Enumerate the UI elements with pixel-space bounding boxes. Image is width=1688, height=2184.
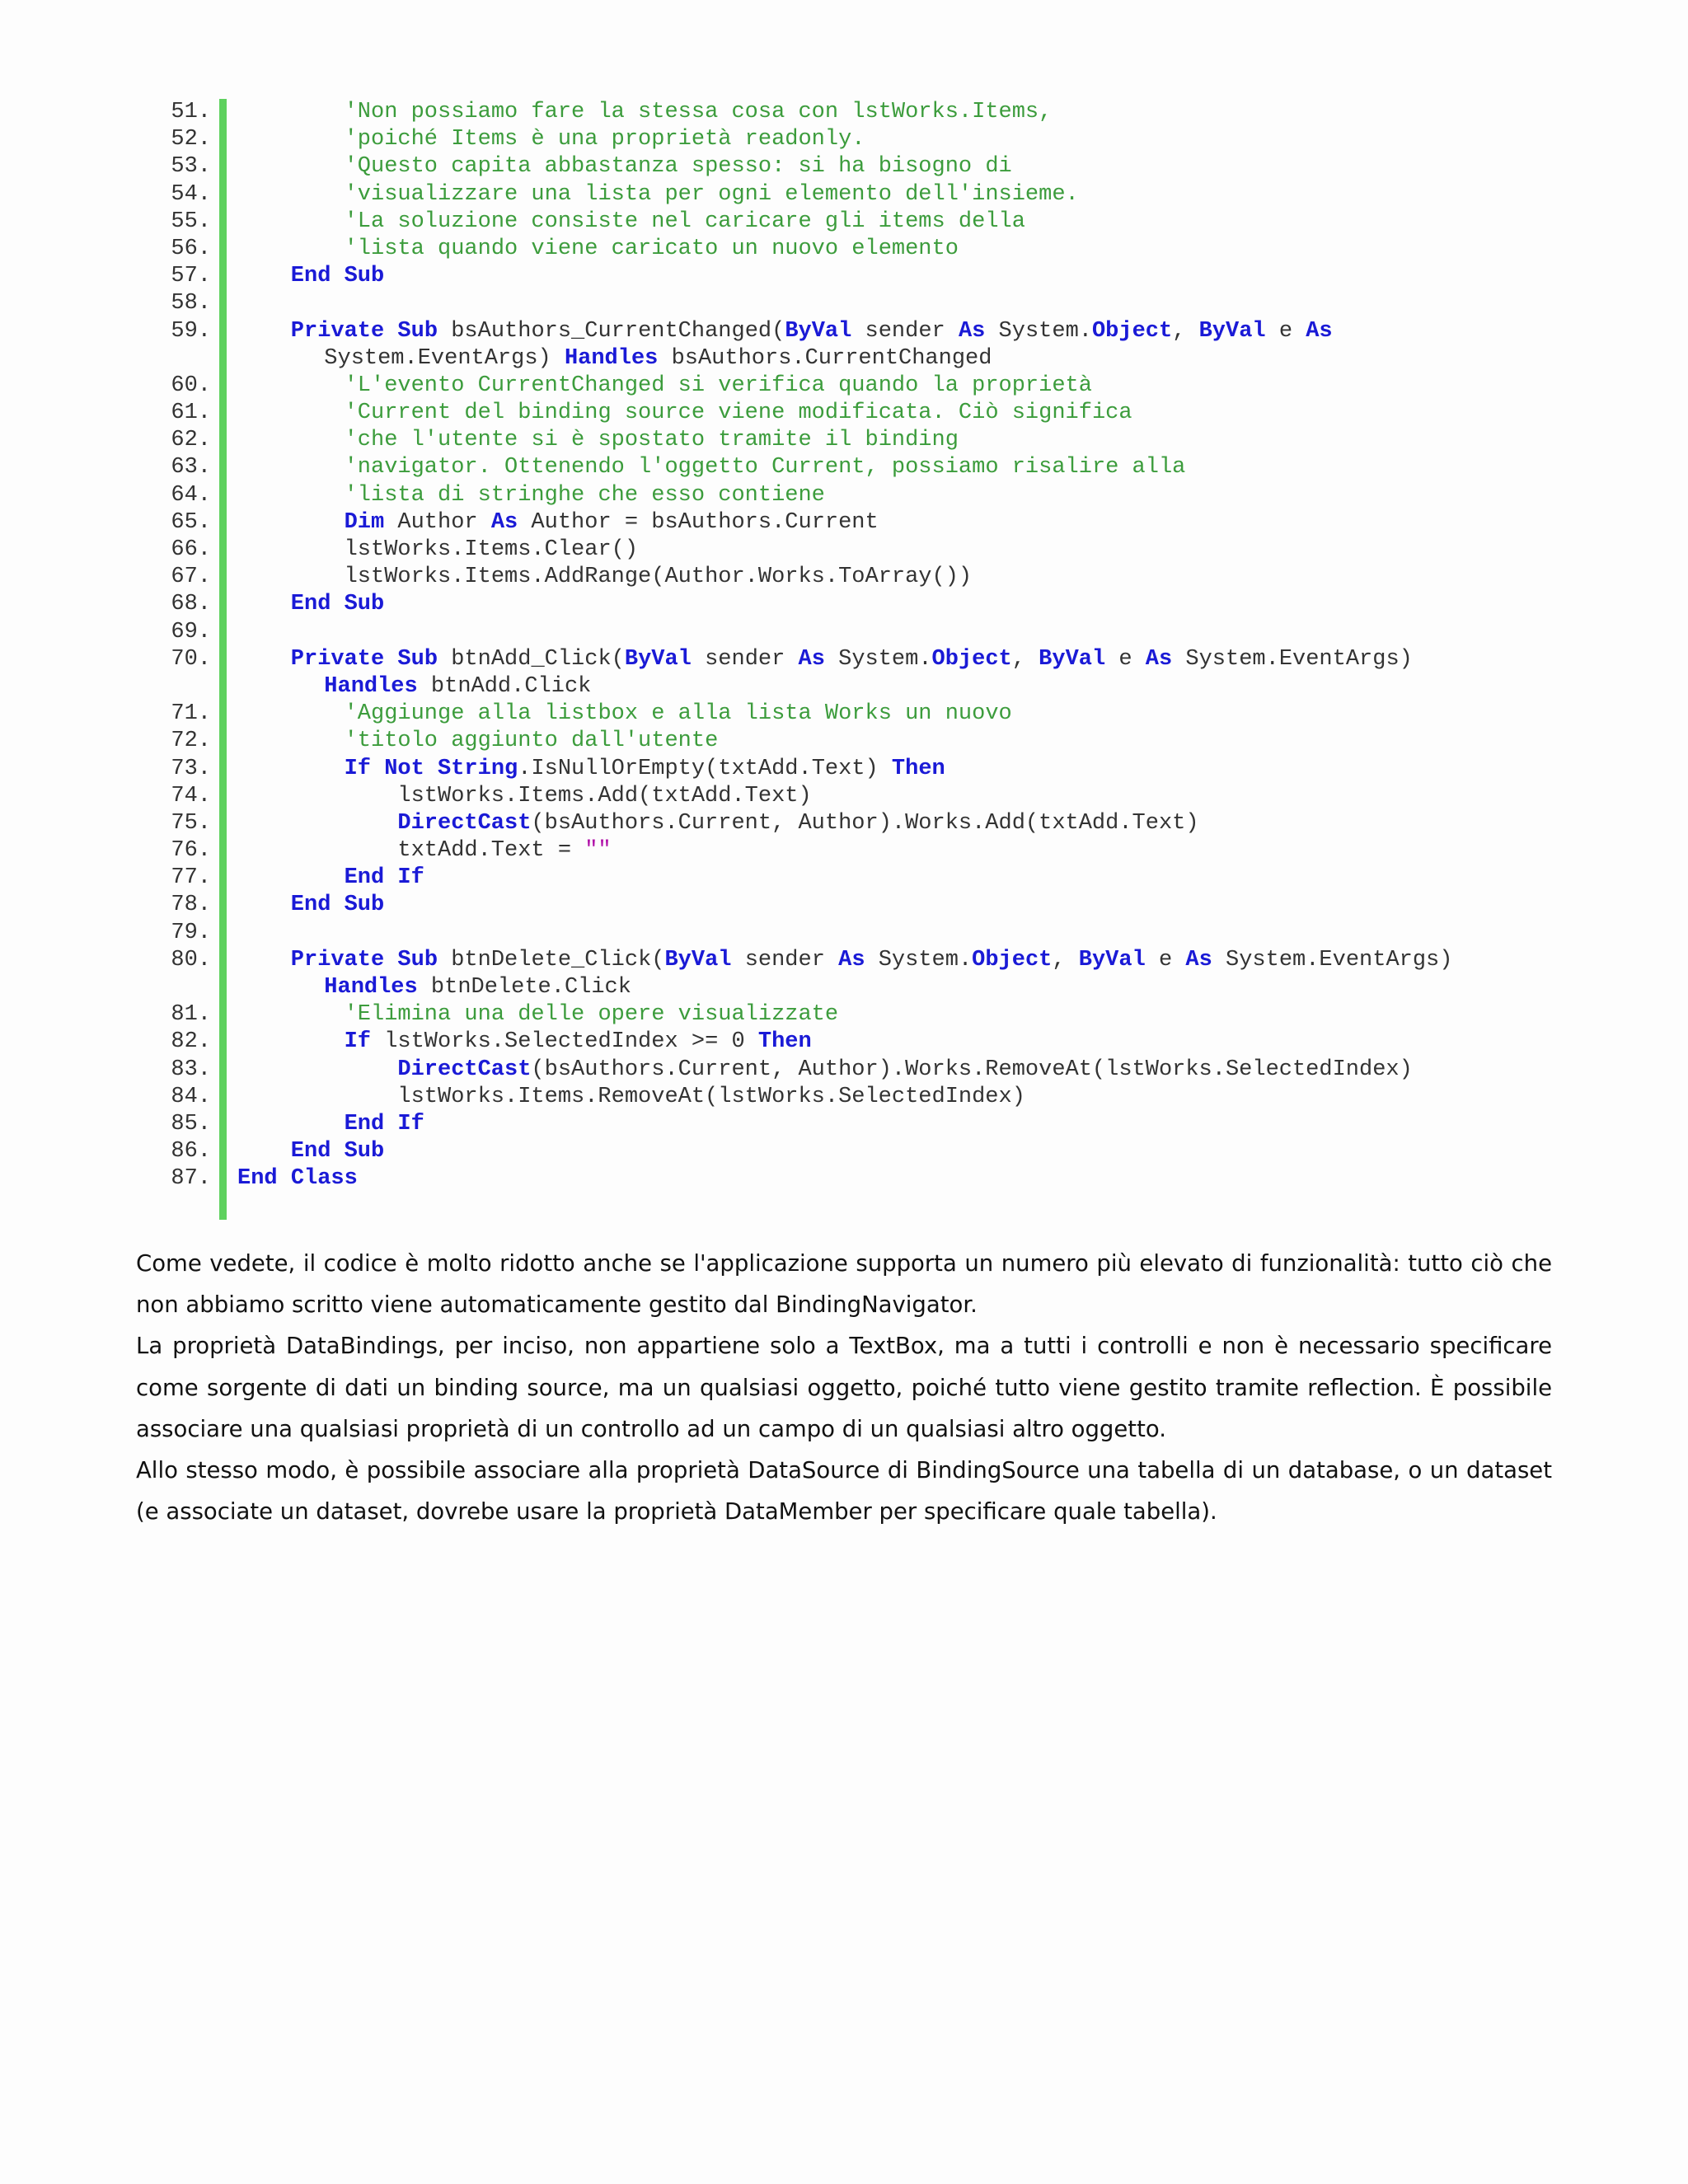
code-text: sender — [731, 947, 839, 972]
code-line — [124, 837, 1574, 865]
line-code — [345, 482, 825, 509]
code-text: Author = bsAuthors.Current — [518, 509, 879, 535]
code-text: txtAdd.Text = — [397, 838, 585, 864]
code-keyword: End — [290, 264, 331, 289]
code-keyword: If — [397, 865, 424, 891]
code-text: bsAuthors_CurrentChanged( — [438, 318, 785, 344]
line-number: 87. — [171, 1166, 211, 1192]
line-code — [345, 1111, 424, 1138]
code-text: , — [1052, 947, 1079, 972]
line-code — [345, 153, 1012, 180]
code-comment: 'navigator. Ottenendo l'oggetto Current, possiamo risalire alla — [344, 455, 1186, 480]
line-number: 82. — [171, 1029, 211, 1055]
code-keyword: ByVal — [1039, 646, 1106, 672]
code-keyword: Object — [1091, 318, 1173, 344]
code-keyword: End — [344, 865, 385, 891]
code-keyword: If — [344, 1029, 371, 1055]
line-number: 52. — [171, 127, 211, 152]
code-text: lstWorks.SelectedIndex >= 0 — [371, 1029, 758, 1055]
line-code — [345, 1001, 839, 1029]
code-text: e — [1105, 646, 1146, 672]
line-number: 66. — [171, 537, 211, 562]
code-line — [124, 263, 1574, 290]
code-keyword: As — [798, 646, 825, 672]
code-keyword: ByVal — [664, 947, 732, 972]
code-text: , — [1011, 646, 1039, 672]
code-text: e — [1145, 947, 1186, 972]
line-code — [345, 728, 719, 755]
code-keyword: Sub — [344, 1139, 385, 1165]
line-code — [291, 263, 384, 290]
code-comment: 'La soluzione consiste nel caricare gli items della — [344, 209, 1025, 234]
code-line — [124, 482, 1574, 509]
code-comment: 'titolo aggiunto dall'utente — [344, 729, 719, 754]
code-text: System.EventArgs) — [1212, 947, 1453, 972]
code-line — [124, 400, 1574, 427]
code-text: btnDelete.Click — [417, 975, 631, 1000]
code-text: e — [1265, 318, 1306, 344]
code-text: Author — [384, 509, 491, 535]
code-text: (bsAuthors.Current, Author).Works.RemoveAt(lstWorks.SelectedIndex) — [531, 1057, 1413, 1082]
line-number: 76. — [171, 838, 211, 864]
code-keyword: If — [344, 756, 371, 781]
code-keyword: Sub — [397, 646, 438, 672]
line-code — [345, 373, 1092, 400]
code-line — [124, 99, 1574, 126]
line-number: 65. — [171, 509, 211, 535]
code-keyword: Sub — [344, 893, 385, 918]
code-keyword: Handles — [324, 975, 418, 1000]
line-number: 71. — [171, 701, 211, 727]
code-comment: 'lista di stringhe che esso contiene — [344, 482, 825, 508]
code-line — [124, 236, 1574, 263]
code-text: System. — [865, 947, 973, 972]
code-keyword: Sub — [397, 318, 438, 344]
code-line — [124, 619, 1574, 646]
line-code — [345, 400, 1132, 427]
code-text — [384, 865, 397, 890]
line-number: 63. — [171, 455, 211, 480]
code-keyword: If — [397, 1111, 424, 1137]
code-text: (bsAuthors.Current, Author).Works.Add(txtAdd.Text) — [531, 810, 1199, 836]
line-number: 81. — [171, 1002, 211, 1028]
code-comment: 'visualizzare una lista per ogni elemento dell'insieme. — [344, 181, 1079, 207]
line-number: 59. — [171, 318, 211, 344]
code-text: lstWorks.Items.RemoveAt(lstWorks.SelectedIndex) — [397, 1084, 1025, 1109]
code-keyword: ByVal — [1198, 318, 1266, 344]
code-text: System. — [824, 646, 932, 672]
code-line — [124, 673, 1574, 701]
code-keyword: End — [290, 893, 331, 918]
code-text — [278, 1166, 291, 1191]
code-comment: 'Elimina una delle opere visualizzate — [344, 1002, 839, 1028]
code-keyword: Not — [384, 756, 424, 781]
code-line — [124, 865, 1574, 892]
code-text — [331, 592, 344, 616]
code-text — [384, 319, 397, 344]
code-keyword: As — [490, 509, 518, 535]
code-keyword: Handles — [324, 673, 418, 699]
line-number: 83. — [171, 1057, 211, 1082]
line-number: 69. — [171, 619, 211, 644]
line-number: 75. — [171, 810, 211, 836]
code-text — [371, 757, 384, 781]
line-number: 78. — [171, 893, 211, 918]
line-number: 68. — [171, 592, 211, 617]
line-code — [397, 783, 811, 810]
line-code — [397, 1084, 1025, 1111]
code-comment: 'poiché Items è una proprietà readonly. — [344, 127, 865, 152]
paragraph-3: Allo stesso modo, è possibile associare alla proprietà DataSource di BindingSource una tabella di un database, o un dataset (e associate un dataset, dovrebe usare la proprietà DataMember per specificare quale tabella). — [136, 1457, 1552, 1526]
code-text — [331, 893, 344, 917]
line-number: 54. — [171, 181, 211, 207]
line-code — [291, 318, 1333, 345]
line-number: 79. — [171, 920, 211, 945]
code-keyword: Object — [972, 947, 1053, 972]
code-keyword: Then — [757, 1029, 812, 1055]
line-number: 72. — [171, 729, 211, 754]
line-number: 77. — [171, 865, 211, 891]
line-number: 67. — [171, 565, 211, 590]
code-keyword: String — [438, 756, 518, 781]
line-code — [345, 99, 1053, 126]
code-line — [124, 1084, 1574, 1111]
line-code — [345, 1029, 812, 1056]
line-code — [345, 181, 1079, 209]
line-number: 51. — [171, 100, 211, 124]
line-number: 64. — [171, 482, 211, 508]
line-number: 58. — [171, 291, 211, 316]
line-number: 55. — [171, 209, 211, 234]
line-number: 73. — [171, 756, 211, 781]
code-keyword: Handles — [564, 345, 659, 371]
code-keyword: As — [1145, 646, 1173, 672]
code-keyword: Sub — [344, 264, 385, 289]
code-line — [124, 1138, 1574, 1165]
code-keyword: ByVal — [785, 318, 852, 344]
line-number: 57. — [171, 264, 211, 289]
code-line — [124, 783, 1574, 810]
code-text — [384, 1112, 397, 1137]
line-number: 56. — [171, 236, 211, 261]
code-line — [124, 1029, 1574, 1056]
code-keyword: Then — [891, 756, 945, 781]
code-line — [124, 810, 1574, 837]
line-code — [345, 236, 959, 263]
body-text — [136, 1243, 1552, 1532]
code-keyword: Class — [290, 1166, 358, 1192]
code-line — [124, 537, 1574, 564]
line-code — [291, 591, 384, 618]
line-code — [345, 865, 424, 892]
code-text: btnAdd.Click — [417, 673, 592, 699]
line-code — [397, 1057, 1412, 1084]
code-line — [124, 1001, 1574, 1029]
code-line — [124, 947, 1574, 974]
line-code — [345, 701, 1012, 728]
code-line — [124, 454, 1574, 481]
code-text — [384, 948, 397, 972]
line-code — [345, 564, 973, 591]
code-line — [124, 1057, 1574, 1084]
code-text: lstWorks.Items.Add(txtAdd.Text) — [397, 783, 812, 808]
code-text: sender — [691, 646, 799, 672]
line-code — [291, 947, 1453, 974]
code-keyword: End — [344, 1111, 385, 1137]
line-code — [345, 126, 865, 153]
code-text: lstWorks.Items.AddRange(Author.Works.ToArray()) — [344, 565, 973, 590]
line-code — [345, 427, 959, 454]
code-line — [124, 209, 1574, 236]
line-number: 62. — [171, 428, 211, 453]
code-keyword: DirectCast — [397, 1057, 532, 1082]
code-keyword: End — [290, 1139, 331, 1165]
line-code — [291, 1138, 384, 1165]
code-text: .IsNullOrEmpty(txtAdd.Text) — [518, 756, 892, 781]
code-line — [124, 728, 1574, 755]
code-text: lstWorks.Items.Clear() — [344, 537, 639, 562]
line-code — [345, 756, 945, 783]
code-keyword: Private — [290, 646, 385, 672]
line-number: 84. — [171, 1084, 211, 1109]
code-line — [124, 564, 1574, 591]
code-line — [124, 181, 1574, 209]
code-comment: 'che l'utente si è spostato tramite il binding — [344, 428, 959, 453]
code-line — [124, 318, 1574, 345]
code-keyword: As — [838, 947, 865, 972]
line-number: 80. — [171, 947, 211, 972]
code-keyword: DirectCast — [397, 810, 532, 836]
code-line — [124, 126, 1574, 153]
code-line — [124, 290, 1574, 317]
code-text: System. — [985, 318, 1092, 344]
code-line — [124, 646, 1574, 673]
code-line — [124, 591, 1574, 618]
line-number: 61. — [171, 401, 211, 426]
code-line — [124, 1111, 1574, 1138]
code-keyword: As — [1306, 318, 1333, 344]
code-text — [384, 647, 397, 672]
code-string: "" — [584, 838, 612, 864]
line-number: 74. — [171, 783, 211, 808]
code-text: sender — [851, 318, 959, 344]
line-code — [345, 209, 1025, 236]
code-keyword: Object — [931, 646, 1012, 672]
code-line — [124, 153, 1574, 180]
line-code — [397, 810, 1198, 837]
code-line — [124, 345, 1574, 373]
code-line — [124, 920, 1574, 947]
code-text — [331, 264, 344, 288]
paragraph-1: Come vedete, il codice è molto ridotto anche se l'applicazione supporta un numero più elevato di funzionalità: tutto ciò che non abbiamo scritto viene automaticamente gestito dal BindingNavigator. — [136, 1250, 1552, 1319]
code-line — [124, 1165, 1574, 1193]
code-keyword: Dim — [344, 509, 385, 535]
code-text: bsAuthors.CurrentChanged — [658, 345, 992, 371]
code-comment: 'Aggiunge alla listbox e alla lista Works un nuovo — [344, 701, 1012, 727]
code-comment: 'lista quando viene caricato un nuovo elemento — [344, 236, 959, 261]
code-comment: 'Questo capita abbastanza spesso: si ha bisogno di — [344, 154, 1012, 180]
code-line — [124, 892, 1574, 919]
code-keyword: As — [1185, 947, 1212, 972]
code-line — [124, 427, 1574, 454]
code-lines — [124, 99, 1574, 1193]
code-text — [331, 1139, 344, 1164]
code-keyword: ByVal — [624, 646, 692, 672]
line-code — [291, 892, 384, 919]
line-code — [345, 509, 879, 537]
code-line — [124, 974, 1574, 1001]
line-code — [345, 454, 1186, 481]
code-keyword: As — [958, 318, 986, 344]
paragraph-2: La proprietà DataBindings, per inciso, non appartiene solo a TextBox, ma a tutti i controlli e non è necessario specificare come sorgente di dati un binding source, ma un qualsiasi oggetto, poiché tutto viene gestito tramite reflection. È possibile associare una qualsiasi proprietà di un controllo ad un campo di un qualsiasi altro oggetto. — [136, 1333, 1552, 1442]
line-number: 85. — [171, 1111, 211, 1137]
line-code — [345, 537, 638, 564]
code-text: btnAdd_Click( — [438, 646, 625, 672]
code-comment: 'L'evento CurrentChanged si verifica quando la proprietà — [344, 373, 1092, 398]
line-number: 86. — [171, 1139, 211, 1165]
code-keyword: Private — [290, 947, 385, 972]
code-text — [424, 757, 438, 781]
code-keyword: End — [290, 592, 331, 617]
line-number: 70. — [171, 646, 211, 672]
code-keyword: Sub — [344, 592, 385, 617]
code-text: btnDelete_Click( — [438, 947, 665, 972]
code-text: System.EventArgs) — [1172, 646, 1413, 672]
code-listing — [124, 99, 1574, 1193]
code-line — [124, 756, 1574, 783]
code-comment: 'Non possiamo fare la stessa cosa con lstWorks.Items, — [344, 100, 1053, 124]
line-code — [291, 646, 1413, 673]
line-number: 60. — [171, 373, 211, 398]
code-line — [124, 701, 1574, 728]
code-comment: 'Current del binding source viene modificata. Ciò significa — [344, 401, 1132, 426]
code-keyword: End — [237, 1166, 278, 1192]
code-keyword: Private — [290, 318, 385, 344]
line-code — [324, 673, 591, 701]
code-keyword: Sub — [397, 947, 438, 972]
code-text: System.EventArgs) — [324, 345, 565, 371]
line-code — [324, 345, 992, 373]
line-code — [397, 837, 611, 865]
code-text: , — [1172, 318, 1199, 344]
code-line — [124, 373, 1574, 400]
line-number: 53. — [171, 154, 211, 180]
line-code — [237, 1165, 358, 1193]
code-line — [124, 509, 1574, 537]
line-code — [324, 974, 631, 1001]
code-keyword: ByVal — [1078, 947, 1146, 972]
